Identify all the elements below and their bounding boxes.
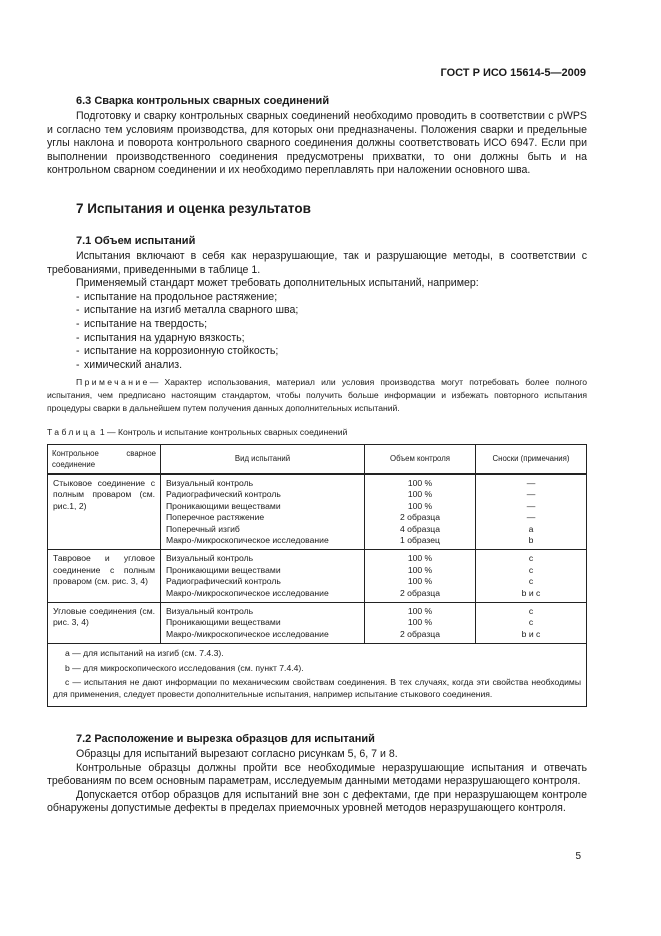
section-7-2-title: 7.2 Расположение и вырезка образцов для испытаний	[76, 733, 375, 745]
table-row	[48, 474, 587, 550]
section-7-1-paragraph-2: Применяемый стандарт может требовать дополнительных испытаний, например:	[76, 277, 479, 290]
joint-cell: Угловые соединения (см. рис. 3, 4)	[48, 603, 161, 644]
note-label: Примечание	[76, 377, 150, 387]
table-caption: Таблица 1 — Контроль и испытание контрольных сварных соединений	[47, 427, 348, 437]
list-item: - испытание на коррозионную стойкость;	[76, 345, 279, 358]
tests-cell: Визуальный контроль Радиографический контроль Проникающими веществами Поперечное растяжение Поперечный изгиб Макро-/микроскопическое исследование	[161, 474, 365, 550]
footnote-b: b — для микроскопического исследования (см. пункт 7.4.4).	[65, 662, 304, 673]
section-6-3-paragraph: Подготовку и сварку контрольных сварных соединений необходимо проводить в соответствии с pWPS и согласно тем условиям производства, для которых они предназначены. Положения сварки и предельные углы наклона и поворота контрольного сварного соединения должны соответствовать ИСО 6947. Если при выполнении производственного соединения предусмотрены прихватки, то они должны быть и на контрольном сварном соединении и их необходимо переплавлять при наложении основного шва.	[47, 110, 587, 177]
notes-cell: c c b и c	[476, 603, 587, 644]
list-item: - испытания на ударную вязкость;	[76, 331, 245, 344]
notes-cell: c c c b и c	[476, 550, 587, 603]
section-7-2-paragraph-3: Допускается отбор образцов для испытаний вне зон с дефектами, где при неразрушающем контроле обнаружены допустимые дефекты в пределах приемочных уровней методов неразрушающего контроля.	[47, 788, 587, 815]
section-7-2-paragraph-1: Образцы для испытаний вырезают согласно рисункам 5, 6, 7 и 8.	[76, 748, 398, 760]
section-6-3-title: 6.3 Сварка контрольных сварных соединений	[76, 95, 330, 107]
col-header-test-type: Вид испытаний	[161, 445, 365, 475]
section-7-2-paragraph-2: Контрольные образцы должны пройти все необходимые неразрушающие испытания и отвечать требованиям по всем основным параметрам, исследуемым данными методами неразрушающего контроля.	[47, 761, 587, 788]
list-item: - испытание на твердость;	[76, 317, 208, 330]
table-1	[47, 444, 587, 707]
extent-cell: 100 % 100 % 100 % 2 образца 4 образца 1 образец	[365, 474, 476, 550]
footnote-c: c — испытания не дают информации по механическим свойствам соединения. В тех случаях, когда эти свойства необходимы для применения, следует провести дополнительные испытания, например испытание стыкового соединения.	[53, 677, 581, 699]
tests-cell: Визуальный контроль Проникающими веществами Макро-/микроскопическое исследование	[161, 603, 365, 644]
tests-cell: Визуальный контроль Проникающими веществами Радиографический контроль Макро-/микроскопическое исследование	[161, 550, 365, 603]
section-7-2-body	[47, 748, 587, 816]
note-block	[47, 376, 587, 414]
section-7-1-body	[47, 250, 587, 372]
list-item: - испытание на продольное растяжение;	[76, 290, 278, 303]
section-6-3-body	[47, 110, 587, 178]
document-code: ГОСТ Р ИСО 15614-5—2009	[440, 67, 586, 79]
table-row	[48, 550, 587, 603]
table-footnotes-row	[48, 644, 587, 707]
extent-cell: 100 % 100 % 2 образца	[365, 603, 476, 644]
notes-cell: — — — — a b	[476, 474, 587, 550]
section-7-title: 7 Испытания и оценка результатов	[76, 201, 311, 216]
table-footnotes	[48, 644, 587, 707]
col-header-extent: Объем контроля	[365, 445, 476, 475]
page-number: 5	[575, 851, 581, 862]
table-header-row	[48, 445, 587, 475]
note-text: — Характер использования, материал или условия производства могут потребовать более полного испытания, чем предписано настоящим стандартом, чтобы получить больше информации и избежать повторного испытания процедуры сварки в дальнейшем путем получения данных дополнительных испытаний.	[47, 377, 587, 413]
footnote-a: a — для испытаний на изгиб (см. 7.4.3).	[65, 648, 224, 659]
list-item: - химический анализ.	[76, 358, 183, 371]
table-row	[48, 603, 587, 644]
section-7-1-title: 7.1 Объем испытаний	[76, 235, 196, 247]
list-item: - испытание на изгиб металла сварного шва;	[76, 304, 299, 317]
extent-cell: 100 % 100 % 100 % 2 образца	[365, 550, 476, 603]
col-header-notes: Сноски (примечания)	[476, 445, 587, 475]
section-7-1-paragraph-1: Испытания включают в себя как неразрушающие, так и разрушающие методы, в соответствии с требованиями, приведенными в таблице 1.	[47, 250, 587, 276]
additional-tests-list	[47, 291, 587, 373]
col-header-joint: Контрольное сварное соединение	[48, 445, 161, 475]
joint-cell: Тавровое и угловое соединение с полным проваром (см. рис. 3, 4)	[48, 550, 161, 603]
joint-cell: Стыковое соединение с полным проваром (см. рис.1, 2)	[48, 474, 161, 550]
